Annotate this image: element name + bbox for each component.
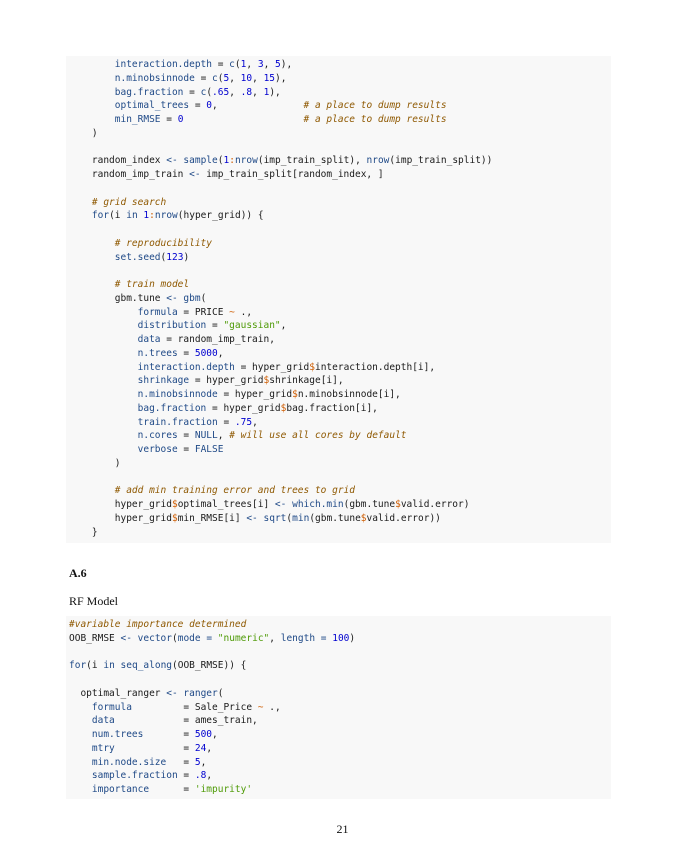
code-token: 1 <box>240 59 247 70</box>
code-token <box>69 279 115 290</box>
code-token: hyper_grid <box>69 499 172 510</box>
code-token <box>69 197 92 208</box>
code-token: verbose <box>137 444 178 455</box>
code-token: gbm <box>183 292 201 304</box>
code-token: random_imp_train <box>69 169 190 180</box>
code-line <box>66 361 611 375</box>
code-token: 5 <box>275 59 281 70</box>
code-line <box>66 756 611 770</box>
code-token: min_RMSE <box>114 114 161 125</box>
code-token: "numeric" <box>217 632 270 644</box>
code-line <box>66 687 611 701</box>
code-token: 1 <box>223 155 230 167</box>
code-token: = random_imp_train, <box>160 334 275 345</box>
code-token <box>183 114 303 125</box>
code-token: $ <box>395 499 401 510</box>
code-token: ( <box>286 512 293 524</box>
code-token: FALSE <box>194 444 224 455</box>
code-token: (imp_train_split)) <box>389 155 493 167</box>
code-token: (i <box>109 210 127 222</box>
code-token: n.minobsinnode <box>114 72 195 84</box>
code-token: ) <box>69 457 121 469</box>
code-token: $ <box>263 375 270 387</box>
code-token: = <box>114 742 195 754</box>
code-token: # reproducibility <box>114 237 212 249</box>
code-token: imp_train_split[random_index, ] <box>200 169 384 180</box>
code-token: ( <box>217 687 224 699</box>
code-token: in <box>126 210 138 222</box>
code-line <box>66 457 611 471</box>
code-token: interaction.depth <box>137 361 235 373</box>
code-line <box>66 278 611 292</box>
code-token: sample <box>183 155 218 167</box>
code-token: , <box>263 59 276 70</box>
code-token: for <box>91 210 110 222</box>
code-token: 123 <box>166 251 184 263</box>
code-token <box>69 715 92 726</box>
code-token: which.min <box>292 499 344 510</box>
code-token: interaction.depth <box>114 59 212 70</box>
code-line <box>66 374 611 388</box>
code-line <box>66 99 611 113</box>
code-token: ( <box>172 632 178 644</box>
code-token: ., <box>234 306 253 318</box>
code-line <box>66 319 611 333</box>
code-token: min <box>292 512 310 524</box>
code-token: = ames_train, <box>114 715 258 727</box>
code-line <box>66 416 611 430</box>
code-line <box>66 113 611 127</box>
code-token: = <box>194 72 213 84</box>
code-line <box>66 209 611 223</box>
code-token: .8 <box>240 86 253 98</box>
code-token: #variable importance determined <box>69 619 247 630</box>
code-line <box>66 154 611 168</box>
code-line <box>66 306 611 320</box>
code-token <box>69 702 92 713</box>
code-token: n.minobsinnode[i], <box>297 389 401 400</box>
code-line <box>66 646 611 660</box>
code-token <box>69 320 138 331</box>
code-token: 'impurity' <box>194 784 253 795</box>
code-token: # a place to dump results <box>303 114 447 125</box>
code-token: = <box>177 444 195 455</box>
code-token: # add min training error and trees to grid <box>114 485 355 497</box>
code-token: c <box>229 59 235 70</box>
code-token: OOB_RMSE <box>69 632 121 644</box>
code-line <box>66 58 611 72</box>
code-line <box>66 182 611 196</box>
code-token: , <box>229 86 241 98</box>
code-token: c <box>200 86 207 98</box>
code-token: seq_along <box>120 660 173 672</box>
code-token: <- <box>246 512 258 524</box>
code-token: # grid search <box>91 196 167 208</box>
code-token: ( <box>217 72 224 84</box>
code-token: = <box>183 86 201 98</box>
code-token <box>69 238 115 249</box>
code-token: = <box>177 770 195 782</box>
code-line <box>66 333 611 347</box>
code-token <box>69 73 115 84</box>
code-token <box>69 784 92 795</box>
code-token: ) <box>349 632 356 644</box>
code-token: for <box>69 660 87 672</box>
code-line <box>66 72 611 86</box>
code-token <box>69 757 92 768</box>
code-token: 5000 <box>194 347 218 359</box>
code-token: $ <box>171 512 178 524</box>
code-token <box>69 59 115 70</box>
code-token: 15 <box>263 72 276 84</box>
code-token: data <box>137 334 161 345</box>
code-line <box>66 618 611 632</box>
code-token: vector <box>137 632 172 644</box>
code-token: bag.fraction <box>137 402 207 414</box>
code-token: , <box>212 100 304 112</box>
code-token: ( <box>217 155 224 167</box>
code-line <box>66 402 611 416</box>
code-token: optimal_ranger <box>69 687 167 699</box>
code-token: data <box>91 715 115 727</box>
code-token: , <box>252 416 258 428</box>
code-token: = hyper_grid <box>234 361 310 373</box>
code-line <box>66 292 611 306</box>
code-token: <- <box>274 499 287 510</box>
code-token <box>69 743 92 754</box>
code-token: , <box>280 320 287 332</box>
code-token <box>69 444 138 455</box>
code-line <box>66 196 611 210</box>
code-token: (imp_train_split), <box>257 155 367 167</box>
code-token: shrinkage[i], <box>269 375 344 387</box>
code-token: = <box>166 756 195 768</box>
code-token <box>69 389 138 400</box>
section-heading: A.6 <box>69 566 87 580</box>
code-token: <- <box>189 169 201 180</box>
code-line <box>66 443 611 457</box>
code-token: 5 <box>223 72 230 84</box>
code-token: bag.fraction[i], <box>286 402 378 414</box>
code-line <box>66 484 611 498</box>
code-token: <- <box>120 632 132 644</box>
code-token: , <box>206 742 213 754</box>
code-token: 5 <box>194 756 201 768</box>
code-token: $ <box>292 389 298 400</box>
code-token: ), <box>269 86 281 98</box>
code-token: formula <box>137 306 178 318</box>
code-token: , <box>217 347 224 359</box>
code-token: n.trees <box>137 347 178 359</box>
code-token <box>69 770 92 781</box>
code-token: distribution <box>137 320 207 332</box>
code-token: $ <box>309 361 315 373</box>
code-line <box>66 728 611 742</box>
code-line <box>66 714 611 728</box>
code-token: = Sale_Price <box>131 701 258 713</box>
code-token: ~ <box>257 701 264 713</box>
code-token: $ <box>280 402 287 414</box>
code-token <box>69 100 115 111</box>
code-token: <- <box>166 292 178 304</box>
code-token: , <box>246 59 258 70</box>
code-token: c <box>212 72 218 84</box>
code-token <box>69 307 138 318</box>
code-token: min.node.size <box>91 756 167 768</box>
code-token: min_RMSE[i] <box>177 512 247 524</box>
code-token: .75 <box>234 416 253 428</box>
code-token: sample.fraction <box>91 770 178 782</box>
code-token: hyper_grid <box>69 512 172 524</box>
code-token: ) <box>69 127 98 139</box>
code-token: 3 <box>257 59 264 70</box>
code-block-rf-model <box>66 616 611 799</box>
code-token: = <box>217 416 235 428</box>
code-token: , <box>252 72 264 84</box>
code-token: interaction.depth[i], <box>314 361 436 373</box>
code-token: $ <box>171 499 178 510</box>
code-line <box>66 429 611 443</box>
code-token: $ <box>360 512 367 524</box>
code-line <box>66 388 611 402</box>
code-token: = <box>189 100 207 112</box>
code-token: in <box>103 660 115 672</box>
code-line <box>66 701 611 715</box>
code-token: .65 <box>212 86 230 98</box>
code-token: <- <box>166 155 178 167</box>
code-token: formula <box>91 701 132 713</box>
code-token: n.cores <box>137 430 178 442</box>
code-token: ., <box>263 701 281 713</box>
code-token: = <box>160 114 178 125</box>
code-token: = hyper_grid <box>206 402 281 414</box>
code-token: , <box>229 72 241 84</box>
code-line <box>66 783 611 797</box>
code-token: 24 <box>194 742 207 754</box>
code-token: set.seed <box>114 251 161 263</box>
code-token: = <box>177 430 195 442</box>
code-token <box>69 252 115 263</box>
code-token <box>69 114 115 125</box>
code-token <box>69 430 138 441</box>
code-token: , <box>252 86 264 98</box>
code-token: ranger <box>183 687 218 699</box>
code-line <box>66 769 611 783</box>
code-line <box>66 742 611 756</box>
code-token: num.trees <box>91 729 144 740</box>
code-line <box>66 264 611 278</box>
code-token: .8 <box>194 770 207 782</box>
code-token: = hyper_grid <box>217 389 293 400</box>
code-token <box>69 417 138 428</box>
code-token: (gbm.tune <box>343 499 396 510</box>
code-line <box>66 512 611 526</box>
code-line <box>66 498 611 512</box>
paragraph-rf-model: RF Model <box>69 594 119 608</box>
code-token <box>69 210 92 221</box>
code-token <box>69 403 138 414</box>
code-token <box>69 334 138 345</box>
code-line <box>66 141 611 155</box>
code-token: 500 <box>194 729 213 740</box>
code-token: "gaussian" <box>223 320 281 332</box>
code-line <box>66 168 611 182</box>
code-token: ) <box>183 251 190 263</box>
code-token <box>69 729 92 740</box>
code-token <box>69 485 115 496</box>
code-line <box>66 471 611 485</box>
code-token: gbm.tune <box>69 292 167 304</box>
code-token: bag.fraction <box>114 86 184 98</box>
code-token: ( <box>206 86 213 98</box>
code-token: shrinkage <box>137 375 190 387</box>
code-token: (i <box>86 660 104 672</box>
code-token: # will use all cores by default <box>229 430 407 442</box>
code-token: <- <box>166 687 178 699</box>
code-token: = <box>212 59 230 70</box>
code-token <box>69 375 138 386</box>
page-number: 21 <box>336 822 349 836</box>
code-token: ( <box>160 251 167 263</box>
code-line <box>66 251 611 265</box>
code-token: = <box>177 347 195 359</box>
code-token: ~ <box>229 306 235 318</box>
code-token: = PRICE <box>177 306 230 318</box>
code-line <box>66 127 611 141</box>
code-token: optimal_trees[i] <box>177 499 275 510</box>
code-token: importance <box>91 784 150 795</box>
code-line <box>66 237 611 251</box>
code-token: random_index <box>69 155 167 167</box>
code-line <box>66 86 611 100</box>
code-token: mtry <box>91 742 115 754</box>
code-line <box>66 632 611 646</box>
code-line <box>66 673 611 687</box>
code-token: n.minobsinnode <box>137 389 218 400</box>
code-token: valid.error) <box>400 499 470 510</box>
code-token: ( <box>234 59 241 70</box>
code-token: nrow <box>366 155 390 167</box>
code-token: length = <box>280 632 327 644</box>
code-line <box>66 659 611 673</box>
code-token: 0 <box>206 100 213 112</box>
code-line <box>66 347 611 361</box>
code-token: 0 <box>177 114 184 125</box>
code-token: , <box>200 756 207 768</box>
code-token: 100 <box>332 632 350 644</box>
code-token: } <box>69 526 98 538</box>
code-token: = <box>206 320 224 332</box>
code-token: (gbm.tune <box>309 512 361 524</box>
code-token: 1 <box>143 210 150 222</box>
code-block-gbm-grid-search <box>66 56 611 543</box>
code-token: , <box>212 729 218 740</box>
code-token: train.fraction <box>137 416 218 428</box>
code-token <box>69 348 138 359</box>
code-token: mode = <box>177 632 213 644</box>
code-line <box>66 526 611 540</box>
code-token: (OOB_RMSE)) { <box>172 660 247 672</box>
code-token: = <box>149 784 195 795</box>
code-token: nrow <box>154 210 178 222</box>
code-token: 1 <box>263 86 270 98</box>
code-token <box>69 362 138 373</box>
code-token <box>69 87 115 98</box>
code-token: : <box>149 210 155 222</box>
code-token: # a place to dump results <box>303 100 447 112</box>
code-token: , <box>269 632 281 644</box>
code-token: sqrt <box>263 512 287 524</box>
code-token: 10 <box>240 72 253 84</box>
code-token: (hyper_grid)) { <box>177 210 264 222</box>
code-token: : <box>229 155 235 167</box>
code-token: = hyper_grid <box>189 375 264 387</box>
code-token: NULL <box>194 430 218 442</box>
code-token: # train model <box>114 279 190 290</box>
code-token: ( <box>200 292 207 304</box>
code-token: optimal_trees <box>114 100 190 112</box>
code-token: ), <box>280 59 293 70</box>
code-token: nrow <box>234 155 258 167</box>
code-token: valid.error)) <box>366 512 441 524</box>
code-token: ), <box>275 72 287 84</box>
code-token: = <box>143 729 195 740</box>
code-line <box>66 223 611 237</box>
code-token: , <box>217 430 230 442</box>
code-token: , <box>206 770 213 782</box>
